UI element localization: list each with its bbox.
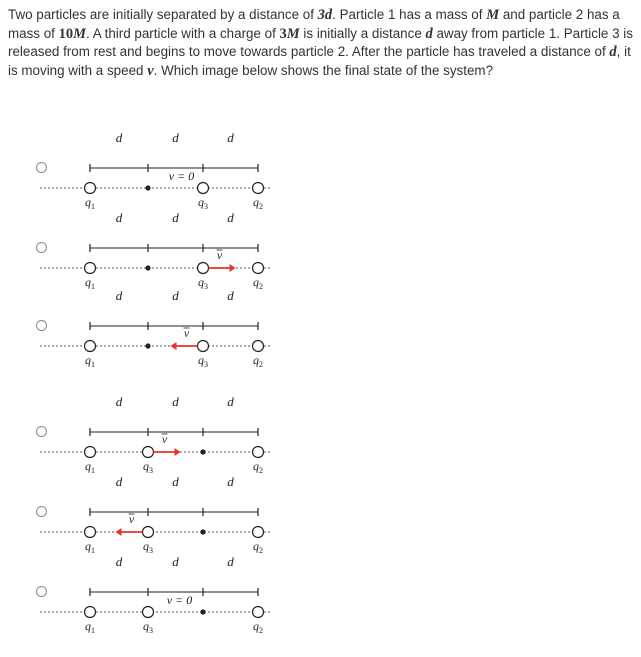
- distance-label: d: [172, 474, 179, 489]
- distance-label: d: [115, 210, 123, 225]
- distance-label: d: [227, 394, 234, 409]
- initial-position-dot: [145, 343, 150, 348]
- initial-position-dot: [145, 185, 150, 190]
- option-f[interactable]: [0, 556, 641, 644]
- radio-option-e[interactable]: [36, 506, 47, 517]
- q2-label: $q_2$: [253, 619, 263, 635]
- velocity-vector-label: v: [161, 432, 168, 446]
- math-symbol: M: [486, 7, 500, 23]
- option-e[interactable]: [0, 476, 641, 564]
- distance-label: d: [172, 288, 179, 303]
- question-text-run: and particle 2 has a mass of: [8, 7, 620, 41]
- question-text-run: away from particle 1. Particle 3 is released from rest and begins to move towards particle 2. After the particle has traveled a distance of: [8, 25, 633, 60]
- question-text-run: . Particle 1 has a mass of: [332, 7, 487, 22]
- particle-1: [85, 263, 96, 274]
- distance-label: d: [115, 394, 123, 409]
- distance-label: d: [172, 554, 179, 569]
- question-text-run: . A third particle with a charge of: [86, 25, 280, 41]
- question-text-run: Two particles are initially separated by a distance of: [8, 7, 318, 22]
- q3-label: $q_3$: [143, 539, 153, 555]
- particle-2: [253, 527, 264, 538]
- option-figure: [52, 132, 292, 220]
- option-figure: [52, 290, 292, 378]
- particle-3: [143, 447, 154, 458]
- particle-3: [143, 527, 154, 538]
- distance-label: d: [227, 210, 234, 225]
- math-symbol: 3d: [317, 7, 333, 23]
- velocity-arrowhead: [175, 448, 181, 456]
- particle-2: [253, 447, 264, 458]
- distance-label: d: [172, 130, 179, 145]
- velocity-vector-label: v: [216, 248, 223, 262]
- q2-label: $q_2$: [253, 353, 263, 369]
- radio-option-d[interactable]: [36, 426, 47, 437]
- math-symbol: d: [425, 25, 433, 42]
- velocity-vector-label: v: [128, 512, 135, 526]
- particle-1: [85, 527, 96, 538]
- radio-option-a[interactable]: [36, 162, 47, 173]
- q2-label: $q_2$: [253, 275, 263, 291]
- distance-label: d: [115, 474, 123, 489]
- particle-3: [198, 263, 209, 274]
- distance-label: d: [115, 130, 123, 145]
- q3-label: $q_3$: [198, 275, 208, 291]
- q3-label: $q_3$: [198, 195, 208, 211]
- q3-label: $q_3$: [143, 619, 153, 635]
- distance-label: d: [115, 288, 123, 303]
- velocity-zero-label: v = 0: [166, 593, 193, 607]
- initial-position-dot: [200, 449, 205, 454]
- particle-1: [85, 447, 96, 458]
- particle-1: [85, 183, 96, 194]
- velocity-arrowhead: [116, 528, 122, 536]
- q1-label: $q_1$: [85, 353, 95, 369]
- q2-label: $q_2$: [253, 195, 263, 211]
- option-figure: [52, 556, 292, 644]
- option-figure: [52, 396, 292, 484]
- question-text-run: , it is moving with a speed: [8, 44, 631, 78]
- initial-position-dot: [145, 265, 150, 270]
- math-symbol: d: [609, 44, 617, 61]
- velocity-zero-label: v = 0: [168, 169, 195, 183]
- q1-label: $q_1$: [85, 275, 95, 291]
- q3-label: $q_3$: [143, 459, 153, 475]
- radio-option-c[interactable]: [36, 320, 47, 331]
- math-symbol: M: [73, 25, 87, 42]
- question-text-run: is initially a distance: [299, 25, 426, 41]
- distance-label: d: [227, 130, 234, 145]
- velocity-arrowhead: [230, 264, 236, 272]
- particle-2: [253, 341, 264, 352]
- particle-3: [198, 341, 209, 352]
- particle-2: [253, 263, 264, 274]
- q1-label: $q_1$: [85, 619, 95, 635]
- particle-1: [85, 341, 96, 352]
- q1-label: $q_1$: [85, 539, 95, 555]
- radio-option-f[interactable]: [36, 586, 47, 597]
- option-figure: [52, 476, 292, 564]
- distance-label: d: [172, 394, 179, 409]
- question-text: [8, 6, 634, 80]
- q2-label: $q_2$: [253, 539, 263, 555]
- question-text-run: . Which image below shows the final state of the system?: [153, 62, 494, 78]
- distance-label: d: [227, 554, 234, 569]
- option-a[interactable]: [0, 132, 641, 220]
- particle-1: [85, 607, 96, 618]
- distance-label: d: [172, 210, 179, 225]
- distance-label: d: [227, 288, 234, 303]
- math-number: 3: [279, 25, 287, 42]
- q3-label: $q_3$: [198, 353, 208, 369]
- math-symbol: v: [147, 62, 154, 79]
- math-symbol: M: [286, 25, 300, 42]
- q1-label: $q_1$: [85, 459, 95, 475]
- option-b[interactable]: [0, 212, 641, 300]
- option-figure: [52, 212, 292, 300]
- particle-2: [253, 183, 264, 194]
- velocity-arrowhead: [171, 342, 177, 350]
- q1-label: $q_1$: [85, 195, 95, 211]
- initial-position-dot: [200, 529, 205, 534]
- math-number: 10: [58, 25, 74, 42]
- particle-2: [253, 607, 264, 618]
- particle-3: [198, 183, 209, 194]
- radio-option-b[interactable]: [36, 242, 47, 253]
- velocity-vector-label: v: [183, 326, 190, 340]
- option-d[interactable]: [0, 396, 641, 484]
- distance-label: d: [115, 554, 123, 569]
- particle-3: [143, 607, 154, 618]
- initial-position-dot: [200, 609, 205, 614]
- option-c[interactable]: [0, 290, 641, 378]
- distance-label: d: [227, 474, 234, 489]
- q2-label: $q_2$: [253, 459, 263, 475]
